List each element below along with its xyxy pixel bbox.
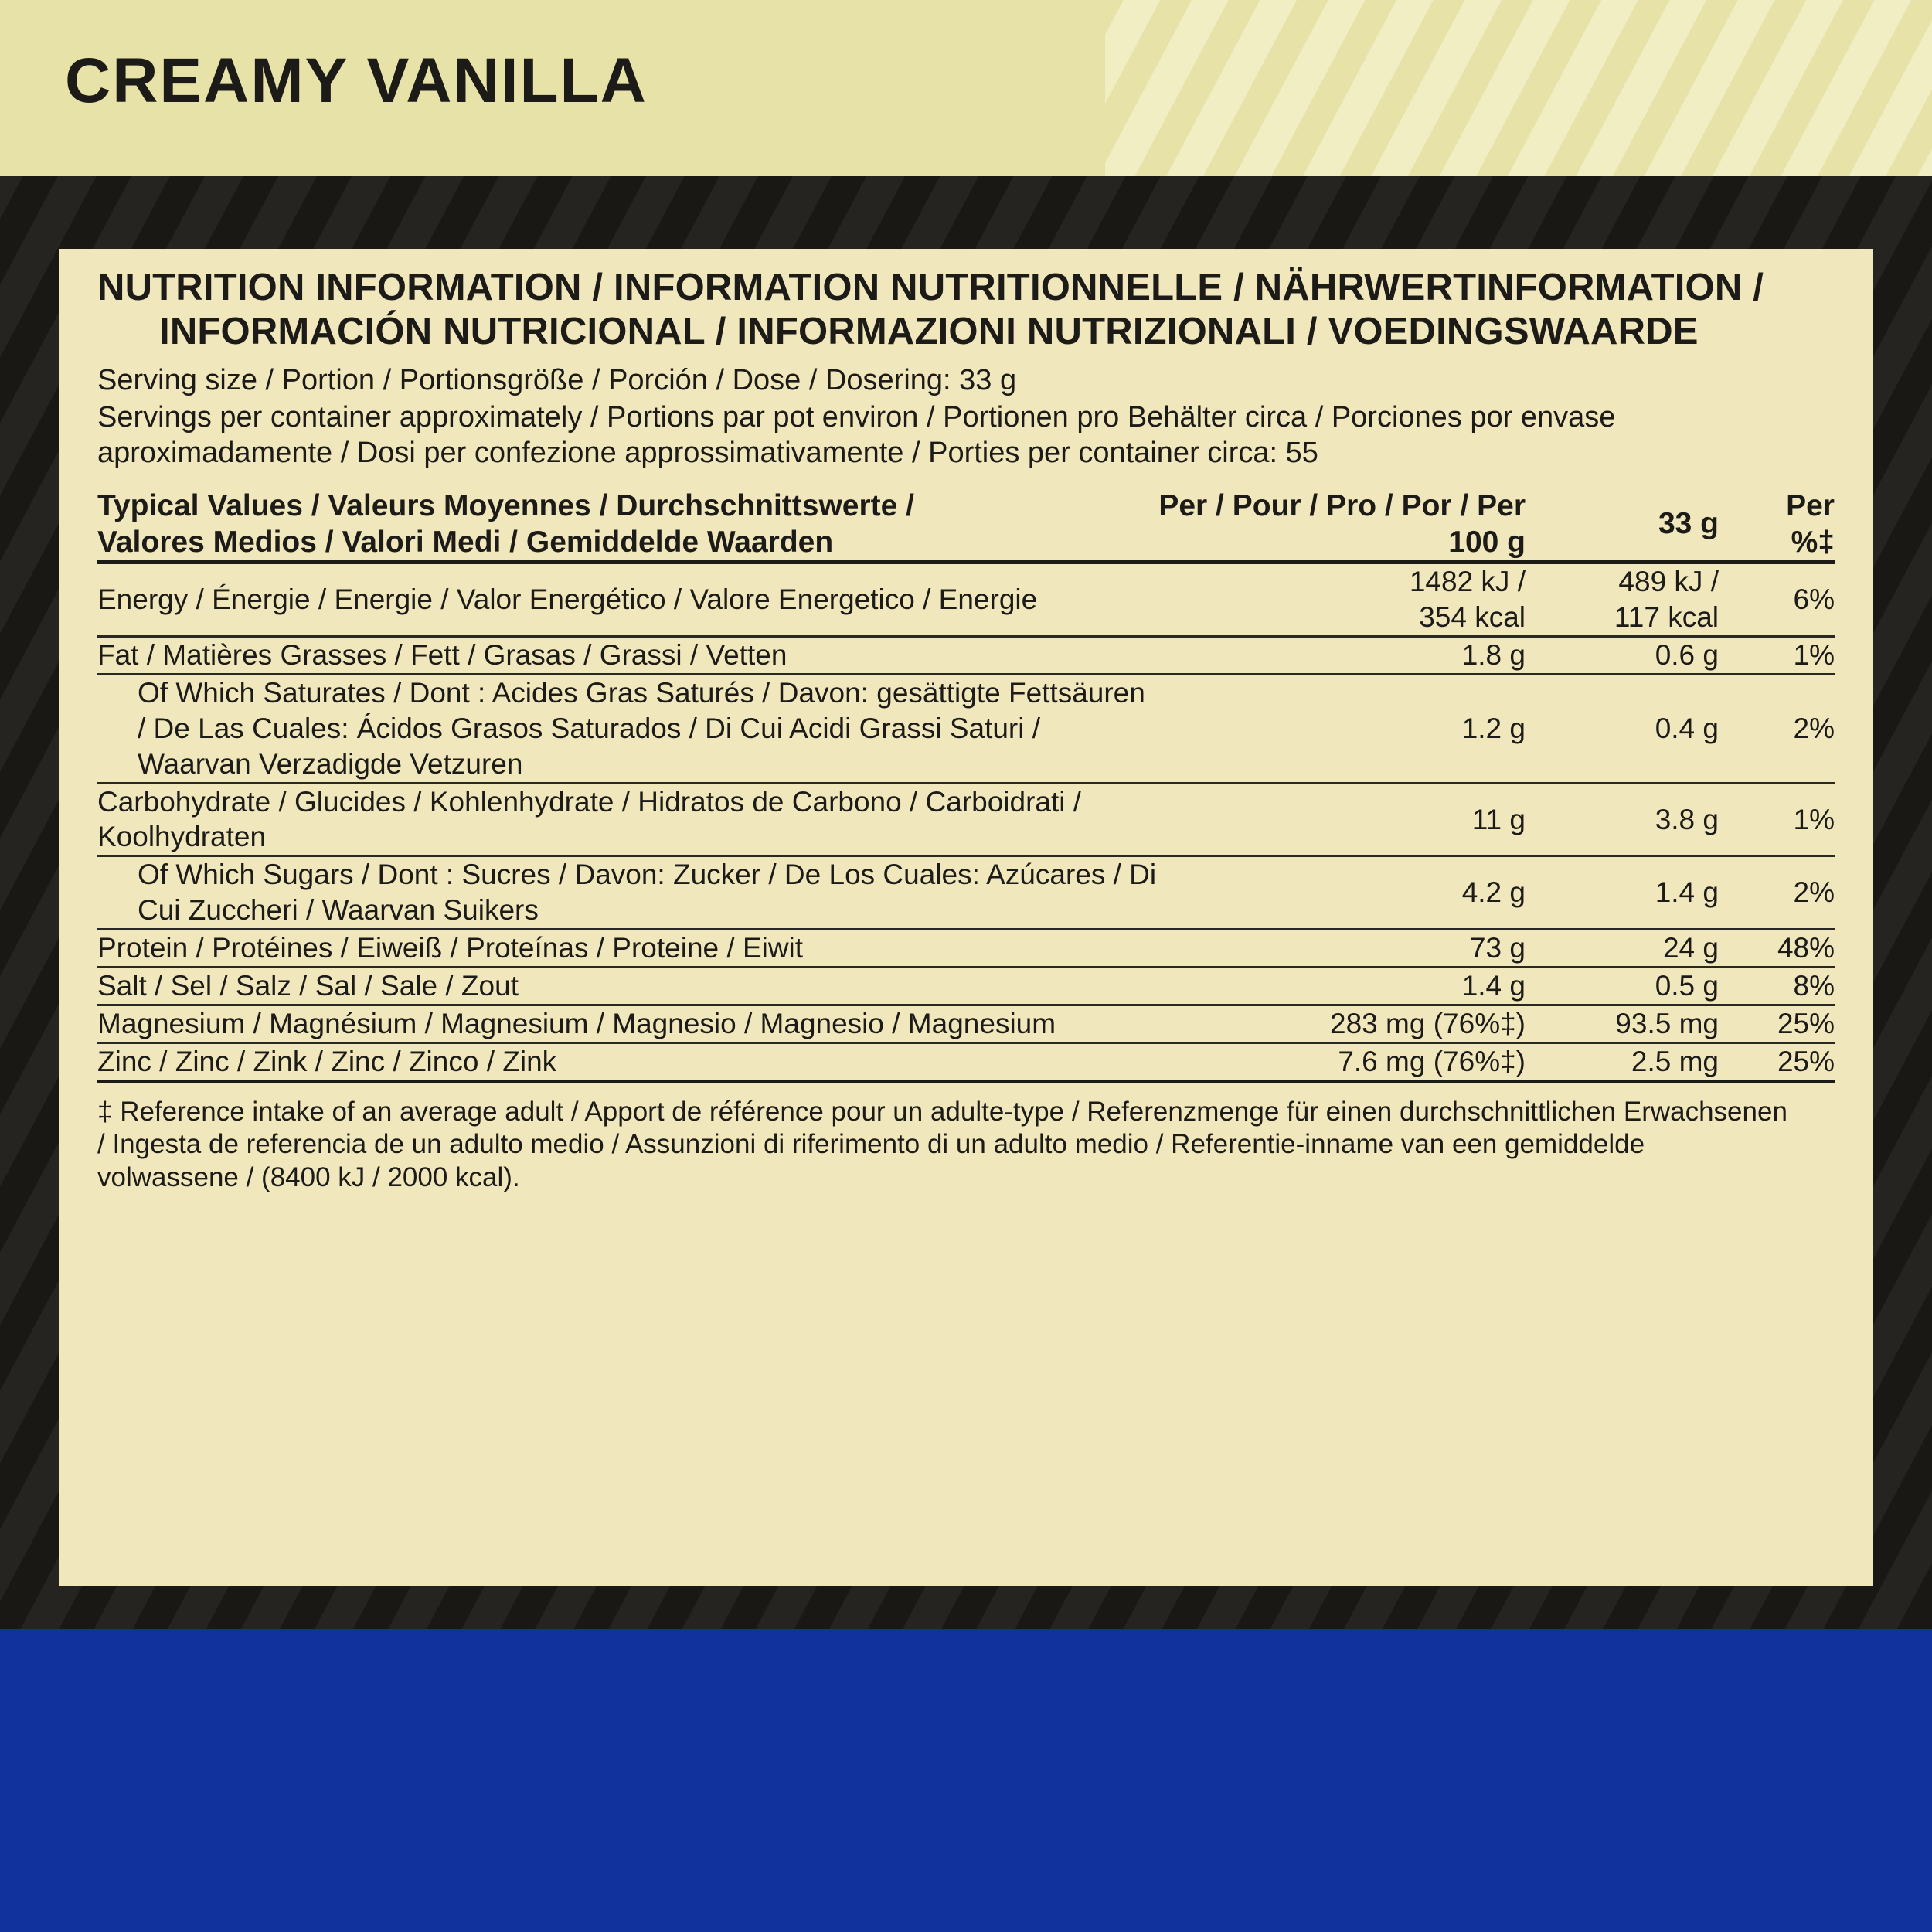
row-value-100g: 1.2 g: [1461, 712, 1526, 744]
row-label: Carbohydrate / Glucides / Kohlenhydrate / Hidratos de Carbono / Carboidrati / Koolhydraten: [97, 785, 1082, 853]
table-row: [97, 856, 1835, 930]
nutrition-table: [97, 488, 1835, 1083]
column-header-100g: 100 g: [1448, 525, 1526, 559]
product-title: CREAMY VANILLA: [65, 46, 648, 116]
footer-band: [0, 1629, 1932, 1932]
row-value-33g: 0.5 g: [1655, 969, 1719, 1002]
row-value-100g: 4.2 g: [1461, 876, 1526, 909]
table-row: [97, 967, 1835, 1005]
row-label: Salt / Sel / Salz / Sal / Sale / Zout: [97, 969, 519, 1002]
servings-per-container-text: Servings per container approximately / Portions par pot environ / Portionen pro Behälter circa / Porciones por envase aproximadamente / Dosi per confezione approssimativamente / Porties per container circa: 55: [97, 401, 1616, 470]
row-label: Energy / Énergie / Energie / Valor Energético / Valore Energetico / Energie: [97, 583, 1038, 616]
row-value-100g: 7.6 mg (76%‡): [1338, 1045, 1526, 1077]
table-row: [97, 1043, 1835, 1081]
column-header-percent-value: %‡: [1791, 525, 1835, 559]
row-value-33g: 2.5 mg: [1631, 1045, 1719, 1077]
nutrition-information-card: [59, 249, 1873, 1586]
row-value-percent: 2%: [1793, 876, 1835, 909]
row-value-percent: 2%: [1793, 712, 1835, 744]
column-header-line2: Valores Medios / Valori Medi / Gemiddelde Waarden: [97, 525, 834, 559]
row-value-100g: 1.4 g: [1461, 969, 1526, 1002]
row-value-100g: [1158, 563, 1526, 637]
row-value-33g-main: 489 kJ /: [1618, 566, 1719, 598]
row-value-100g: 73 g: [1469, 932, 1526, 964]
row-value-33g: 1.4 g: [1655, 876, 1719, 909]
row-label: Of Which Saturates / Dont : Acides Gras Saturés / Davon: gesättigte Fettsäuren / De Las Cuales: Ácidos Grasos Saturados / Di Cui Acidi Grassi Saturi / Waarvan Verzadigde Vetzuren: [138, 676, 1145, 780]
row-value-33g: 3.8 g: [1655, 803, 1719, 835]
row-value-percent: 8%: [1793, 969, 1835, 1002]
serving-size-text: Serving size / Portion / Portionsgröße / Porción / Dose / Dosering: 33 g: [97, 363, 1017, 396]
column-header-typical-values: [97, 488, 1158, 563]
row-value-33g: 0.4 g: [1655, 712, 1719, 744]
table-row: [97, 1005, 1835, 1043]
row-value-33g: 24 g: [1662, 932, 1719, 964]
row-value-33g: [1526, 563, 1719, 637]
column-header-percent-prefix: Per: [1786, 488, 1835, 522]
row-label: Magnesium / Magnésium / Magnesium / Magnesio / Magnesio / Magnesium: [97, 1007, 1056, 1039]
row-value-percent: 48%: [1777, 932, 1835, 964]
column-header-per-33g: [1526, 488, 1719, 563]
reference-intake-footnote: ‡ Reference intake of an average adult / Apport de référence pour un adulte-type / Referenzmenge für einen durchschnittlichen Erwachsenen / Ingesta de referencia de un adulto medio / Assunzioni di riferimento di un adulto medio / Referentie-inname van een gemiddelde volwassene / (8400 kJ / 2000 kcal).: [97, 1096, 1787, 1192]
row-value-100g-sub: 354 kcal: [1419, 601, 1526, 634]
column-header-line1: Typical Values / Valeurs Moyennes / Durchschnittswerte /: [97, 488, 914, 522]
row-label: Fat / Matières Grasses / Fett / Grasas / Grassi / Vetten: [97, 639, 787, 672]
header-band: [0, 0, 1932, 176]
row-value-percent: 25%: [1777, 1007, 1835, 1039]
row-value-percent: 6%: [1793, 583, 1835, 616]
row-value-33g: 93.5 mg: [1615, 1007, 1719, 1039]
row-value-percent: 1%: [1793, 803, 1835, 835]
row-value-100g: 1.8 g: [1461, 639, 1526, 672]
table-row: [97, 930, 1835, 968]
diagonal-stripes-decoration: [1105, 0, 1932, 176]
row-value-percent: 25%: [1777, 1045, 1835, 1077]
column-header-33g: 33 g: [1658, 507, 1719, 541]
row-value-33g-sub: 117 kcal: [1614, 601, 1719, 634]
row-label: Protein / Protéines / Eiweiß / Proteínas / Proteine / Eiwit: [97, 932, 804, 964]
table-row: [97, 783, 1835, 856]
row-value-percent: 1%: [1793, 639, 1835, 672]
column-header-per-prefix: Per / Pour / Pro / Por / Per: [1158, 488, 1526, 522]
row-value-100g-main: 1482 kJ /: [1409, 566, 1526, 598]
column-header-per-100g: [1158, 488, 1526, 563]
table-row: [97, 637, 1835, 675]
table-header-row: [97, 488, 1835, 563]
table-row: [97, 674, 1835, 783]
row-label: Zinc / Zinc / Zink / Zinc / Zinco / Zink: [97, 1045, 557, 1077]
panel-heading: NUTRITION INFORMATION / INFORMATION NUTRITIONNELLE / NÄHRWERTINFORMATION / INFORMACIÓN NUTRICIONAL / INFORMAZIONI NUTRIZIONALI / VOEDINGSWAARDE: [97, 267, 1764, 353]
table-row: [97, 563, 1835, 637]
row-value-33g: 0.6 g: [1655, 639, 1719, 672]
table-body: [97, 563, 1835, 1081]
column-header-percent: [1719, 488, 1835, 563]
row-value-100g: 11 g: [1471, 803, 1526, 835]
row-value-100g: 283 mg (76%‡): [1330, 1007, 1526, 1039]
row-label: Of Which Sugars / Dont : Sucres / Davon: Zucker / De Los Cuales: Azúcares / Di Cui Zuccheri / Waarvan Suikers: [138, 859, 1157, 927]
